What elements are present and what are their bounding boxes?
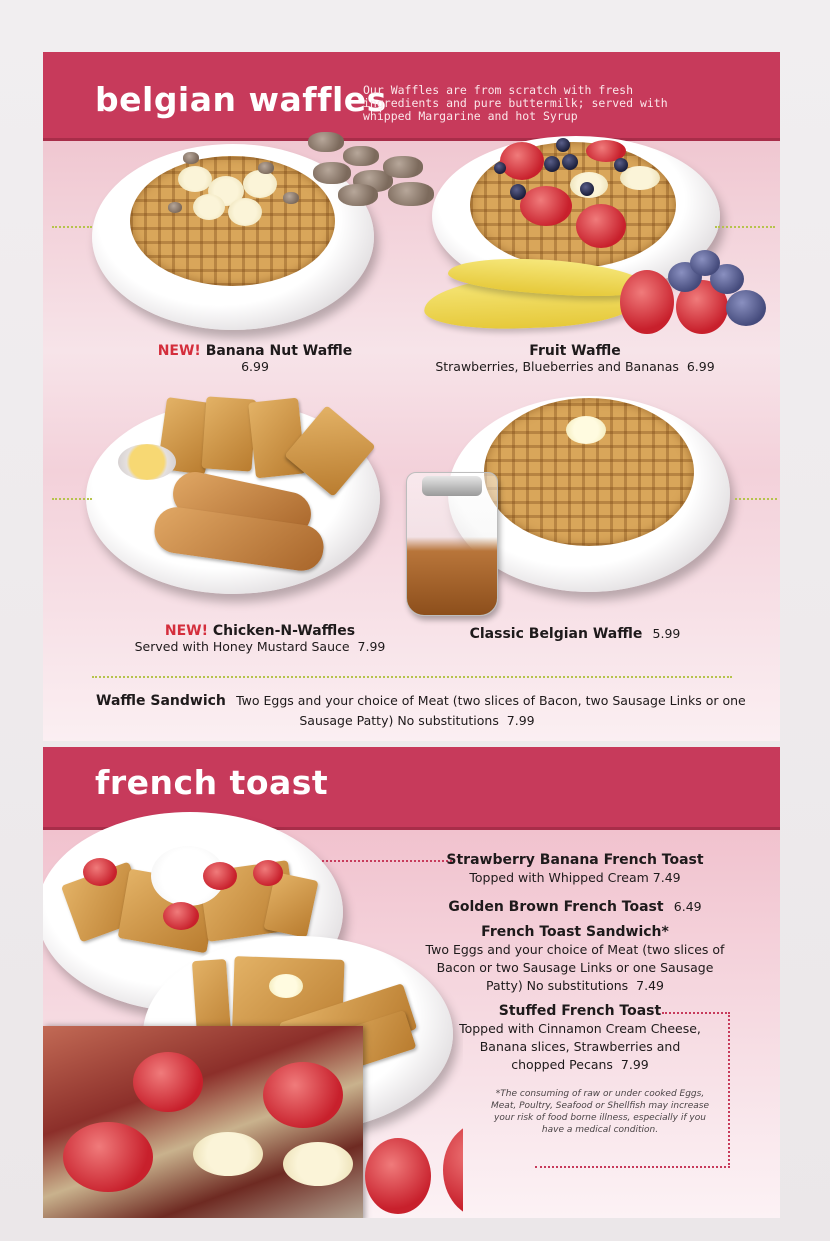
french-toast-photo <box>43 812 463 1218</box>
disclaimer-line: *The consuming of raw or under cooked Eggs, <box>495 1089 705 1099</box>
item-price: 6.99 <box>241 359 269 374</box>
item-name: Golden Brown French Toast <box>448 899 664 915</box>
menu-item-golden-brown-french-toast <box>430 896 720 915</box>
item-price: 7.99 <box>620 1057 649 1072</box>
item-desc: Topped with Whipped Cream <box>469 870 649 885</box>
divider-dots <box>715 226 775 228</box>
fruit-waffle-photo <box>420 132 790 347</box>
item-price: 7.99 <box>357 639 386 654</box>
disclaimer-line: Meat, Poultry, Seafood or Shellfish may increase <box>491 1101 709 1111</box>
item-name: Fruit Waffle <box>529 343 621 359</box>
item-desc: Banana slices, Strawberries and <box>479 1039 681 1054</box>
item-price: 6.49 <box>673 899 702 914</box>
item-desc: Two Eggs and your choice of Meat (two slices of Bacon, two Sausage Links or one <box>236 693 746 708</box>
french-toast-title: french toast <box>95 763 329 802</box>
classic-waffle-photo <box>400 392 740 622</box>
item-price: 7.49 <box>636 978 664 993</box>
menu-item-banana-nut-waffle <box>120 343 390 374</box>
new-badge: NEW! <box>164 623 208 639</box>
menu-item-french-toast-sandwich <box>410 923 740 995</box>
menu-item-chicken-n-waffles <box>120 623 400 654</box>
disclaimer-line: have a medical condition. <box>541 1125 659 1135</box>
waffles-intro: Our Waffles are from scratch with fresh ingredients and pure buttermilk; served with whipped Margarine and hot Syrup <box>363 83 668 123</box>
item-price: 7.99 <box>506 713 535 728</box>
new-badge: NEW! <box>157 343 201 359</box>
menu-item-stuffed-french-toast <box>450 1002 710 1074</box>
item-desc: Served with Honey Mustard Sauce <box>134 639 350 654</box>
item-price: 6.99 <box>686 359 715 374</box>
item-desc: Strawberries, Blueberries and Bananas <box>435 359 679 374</box>
item-price: 7.49 <box>652 870 681 885</box>
health-disclaimer <box>470 1088 730 1136</box>
waffles-title: belgian waffles <box>95 80 387 119</box>
connector-dots <box>535 1166 730 1168</box>
item-desc: Patty) No substitutions <box>486 978 629 993</box>
menu-item-classic-belgian-waffle <box>460 623 690 642</box>
disclaimer-line: your risk of food borne illness, especially if you <box>494 1113 706 1123</box>
item-desc: Topped with Cinnamon Cream Cheese, <box>459 1021 701 1036</box>
divider-dots <box>52 498 92 500</box>
menu-item-fruit-waffle <box>420 343 730 374</box>
banana-nut-waffle-photo <box>88 132 448 342</box>
divider-dots <box>735 498 777 500</box>
menu-item-waffle-sandwich <box>92 690 746 730</box>
item-desc: Two Eggs and your choice of Meat (two slices of <box>425 942 725 957</box>
waffles-banner <box>43 52 780 141</box>
item-name: Waffle Sandwich <box>96 693 226 709</box>
item-price: 5.99 <box>652 626 681 641</box>
divider-dots <box>92 676 732 678</box>
item-name: Strawberry Banana French Toast <box>446 852 704 868</box>
item-name: Stuffed French Toast <box>498 1003 662 1019</box>
item-name: Chicken-N-Waffles <box>212 623 356 639</box>
item-name: Banana Nut Waffle <box>205 343 353 359</box>
item-desc: Sausage Patty) No substitutions <box>299 713 499 728</box>
item-name: French Toast Sandwich* <box>481 924 669 940</box>
item-desc: chopped Pecans <box>511 1057 613 1072</box>
divider-dots <box>52 226 92 228</box>
item-desc: Bacon or two Sausage Links or one Sausage <box>436 960 714 975</box>
item-name: Classic Belgian Waffle <box>469 626 643 642</box>
chicken-n-waffles-photo <box>82 392 392 602</box>
menu-item-strawberry-banana-french-toast <box>430 851 720 887</box>
